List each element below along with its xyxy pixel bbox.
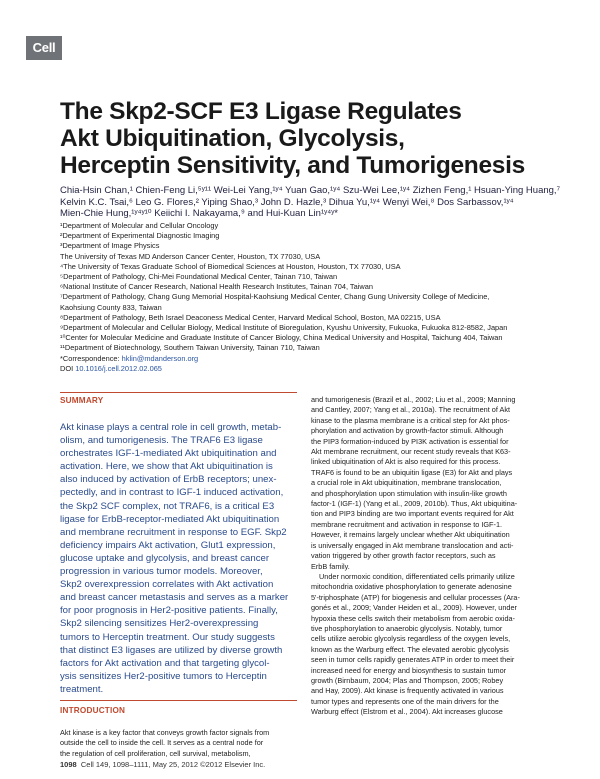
body-line: tive phosphorylation to anaerobic glycolysis. Notably, tumor (311, 623, 503, 633)
body-line: tion and PIP3 binding are two important events required for Akt (311, 509, 514, 519)
body-line: However, it remains largely unclear whether Akt ubiquitination (311, 530, 510, 540)
summary-abstract (60, 421, 297, 696)
summary-line: and breast cancer metastasis and serves as a marker (60, 592, 289, 604)
summary-line: also induced by activation of ErbB receptors; unex- (60, 474, 277, 486)
right-column-text (311, 395, 561, 718)
author-line[interactable]: Chia-Hsin Chan,¹ Chien-Feng Li,⁵ʸ¹¹ Wei-Lei Yang,¹ʸ⁴ Yuan Gao,¹ʸ⁴ Szu-Wei Lee,¹ʸ⁴ Zizhen Feng,¹ Hsuan-Ying Huang,⁷ (60, 185, 561, 196)
doi (60, 364, 585, 374)
summary-line: activation. Here, we show that Akt ubiquitination is (60, 461, 273, 473)
body-line: is universally engaged in Akt membrane translocation and acti- (311, 540, 514, 550)
body-line: increased need for energy and biosynthesis to sustain tumor (311, 665, 507, 675)
affiliations (60, 221, 585, 374)
journal-header (0, 0, 600, 62)
body-line: cells utilize aerobic glycolysis regardless of the oxygen levels, (311, 634, 511, 644)
body-line: Under normoxic condition, differentiated cells primarily utilize (319, 571, 515, 581)
affiliation-line: ¹Department of Molecular and Cellular Oncology (60, 221, 219, 230)
summary-line: orchestrates IGF-1-mediated Akt ubiquitination and (60, 448, 277, 460)
intro-line: outside the cell to inside the cell. It serves as a central node for (60, 738, 264, 748)
intro-line: Akt kinase is a key factor that conveys growth factor signals from (60, 728, 270, 737)
body-line: vation triggered by other growth factor receptors, such as (311, 551, 496, 561)
body-line: known as the Warburg effect. The elevated aerobic glycolysis (311, 644, 509, 654)
affiliation-line: Kaohsiung County 833, Taiwan (60, 302, 162, 312)
author-list (60, 185, 580, 220)
correspondence (60, 354, 585, 364)
article-title (60, 98, 580, 179)
summary-line: and membrane recruitment in response to EGF. Skp2 (60, 526, 287, 538)
body-line: tumor types and represents one of the main drivers for the (311, 696, 499, 706)
title-line: The Skp2-SCF E3 Ligase Regulates (60, 98, 462, 125)
body-line: kinase to the plasma membrane is a critical step for Akt phos- (311, 415, 510, 425)
summary-line: pectedly, and in contrast to IGF-1 induced activation, (60, 487, 284, 499)
introduction-text (60, 728, 297, 759)
citation: Cell 149, 1098–1111, May 25, 2012 ©2012 Elsevier Inc. (80, 760, 266, 769)
summary-divider (60, 392, 297, 393)
journal-logo: Cell (26, 36, 62, 60)
summary-line: ligase for ErbB-receptor-mediated Akt ubiquitination (60, 513, 280, 525)
body-line: and Cantley, 2007; Yang et al., 2010a). The recruitment of Akt (311, 405, 511, 415)
summary-heading: SUMMARY (60, 396, 104, 405)
summary-line: Skp2 silencing sensitizes Her2-overexpressing (60, 618, 259, 630)
summary-line: olism, and tumorigenesis. The TRAF6 E3 ligase (60, 435, 263, 447)
affiliation-line: ⁸Department of Pathology, Beth Israel Deaconess Medical Center, Harvard Medical School, Boston, MA 02215, USA (60, 312, 441, 322)
summary-line: tumors to Herceptin treatment. Our study suggests (60, 631, 275, 643)
affiliation-line: ³Department of Image Physics (60, 241, 160, 251)
body-line: factor-1 (IGF-1) (Yang et al., 2009, 2010b). Thus, Akt ubiquitina- (311, 499, 518, 509)
intro-line: the regulation of cell proliferation, cell survival, metabolism, (60, 748, 251, 758)
body-line: Warburg effect (Elstrom et al., 2004). Akt increases glucose (311, 707, 503, 717)
body-line: growth (Birnbaum, 2004; Plas and Thompson, 2005; Robey (311, 675, 504, 685)
body-line: mitochondria oxidative phosphorylation to generate adenosine (311, 582, 512, 592)
body-line: Akt membrane recruitment, our recent study reveals that K63- (311, 447, 511, 457)
summary-line: Akt kinase plays a central role in cell growth, metab- (60, 422, 282, 433)
body-line: ErbB family. (311, 561, 350, 571)
body-line: the PIP3 formation-induced by PI3K activation is essential for (311, 436, 509, 446)
summary-line: treatment. (60, 683, 104, 695)
affiliation-line: ⁵Department of Pathology, Chi-Mei Foundational Medical Center, Tainan 710, Taiwan (60, 272, 338, 282)
title-line: Herceptin Sensitivity, and Tumorigenesis (60, 152, 525, 179)
page-footer (60, 760, 265, 769)
affiliation-line: ¹¹Department of Biotechnology, Southern Taiwan University, Tainan 710, Taiwan (60, 343, 320, 353)
body-line: gonés et al., 2009; Vander Heiden et al., 2009). However, under (311, 603, 517, 613)
body-line: and Hay, 2009). Akt kinase is frequently activated in various (311, 686, 504, 696)
summary-line: Skp2 overexpression correlates with Akt activation (60, 579, 274, 591)
introduction-heading: INTRODUCTION (60, 706, 126, 715)
page-number: 1098 (60, 760, 77, 769)
doi-label: DOI (60, 363, 76, 373)
body-line: and tumorigenesis (Brazil et al., 2002; Liu et al., 2009; Manning (311, 395, 516, 404)
affiliation-line: ⁹Department of Molecular and Cellular Biology, Medical Institute of Bioregulation, Kyushu University, Fukuoka, Fukuoka 812-8582, Japan (60, 323, 508, 333)
body-line: linked ubiquitination of Akt is also required for this process. (311, 457, 501, 467)
author-line[interactable]: Kelvin K.C. Tsai,⁶ Leo G. Flores,² Yiping Shao,³ John D. Hazle,³ Dihua Yu,¹ʸ⁴ Wenyi Wei,⁸ Dos Sarbassov,¹ʸ⁴ (60, 196, 514, 208)
summary-line: factors for Akt activation and that targeting glycol- (60, 657, 270, 669)
summary-line: progression in various tumor models. Moreover, (60, 566, 263, 578)
affiliation-line: ⁶National Institute of Cancer Research, National Health Research Institutes, Tainan 704, Taiwan (60, 282, 373, 292)
affiliation-line: ²Department of Experimental Diagnostic Imaging (60, 231, 220, 241)
summary-line: ysis sensitizes Her2-positive tumors to Herceptin (60, 670, 267, 682)
introduction-divider (60, 700, 297, 701)
affiliation-line: ¹⁰Center for Molecular Medicine and Graduate Institute of Cancer Biology, China Medical University and Hospital, Taichung 404, Taiwan (60, 333, 503, 343)
correspondence-label: *Correspondence: (60, 353, 122, 363)
affiliation-line: The University of Texas MD Anderson Cancer Center, Houston, TX 77030, USA (60, 251, 321, 261)
body-line: a crucial role in Akt ubiquitination, membrane translocation, (311, 478, 502, 488)
title-line: Akt Ubiquitination, Glycolysis, (60, 125, 405, 152)
summary-line: that distinct E3 ligases are utilized by diverse growth (60, 644, 283, 656)
body-line: and phosphorylation upon stimulation with insulin-like growth (311, 488, 507, 498)
affiliation-line: ⁴The University of Texas Graduate School of Biomedical Sciences at Houston, Houston, TX 77030, USA (60, 261, 401, 271)
affiliation-line: ⁷Department of Pathology, Chang Gung Memorial Hospital-Kaohsiung Medical Center, Chang Gung University College of Medicine, (60, 292, 490, 302)
summary-line: the Skp2 SCF complex, not TRAF6, is a critical E3 (60, 500, 275, 512)
body-line: seen in tumor cells rapidly generates ATP in order to meet their (311, 655, 515, 665)
doi-link[interactable]: 10.1016/j.cell.2012.02.065 (75, 363, 162, 373)
correspondence-email-link[interactable]: hklin@mdanderson.org (121, 353, 199, 363)
summary-line: deficiency impairs Akt activation, Glut1 expression, (60, 539, 276, 551)
summary-line: for poor prognosis in Her2-positive patients. Finally, (60, 605, 278, 617)
body-line: membrane recruitment and activation in response to IGF-1. (311, 519, 503, 529)
body-line: TRAF6 is found to be an ubiquitin ligase (E3) for Akt and plays (311, 467, 513, 477)
summary-line: glucose uptake and glycolysis, and breast cancer (60, 552, 270, 564)
author-line[interactable]: Mien-Chie Hung,¹ʸ⁴ʸ¹⁰ Keiichi I. Nakayama,⁹ and Hui-Kuan Lin¹ʸ⁴ʸ* (60, 208, 338, 219)
body-line: phorylation and activation by growth-factor stimuli. Although (311, 426, 504, 436)
body-line: hypoxia these cells switch their metabolism from aerobic oxida- (311, 613, 515, 623)
body-line: 5'-triphosphate (ATP) for biogenesis and cellular processes (Ara- (311, 592, 520, 602)
